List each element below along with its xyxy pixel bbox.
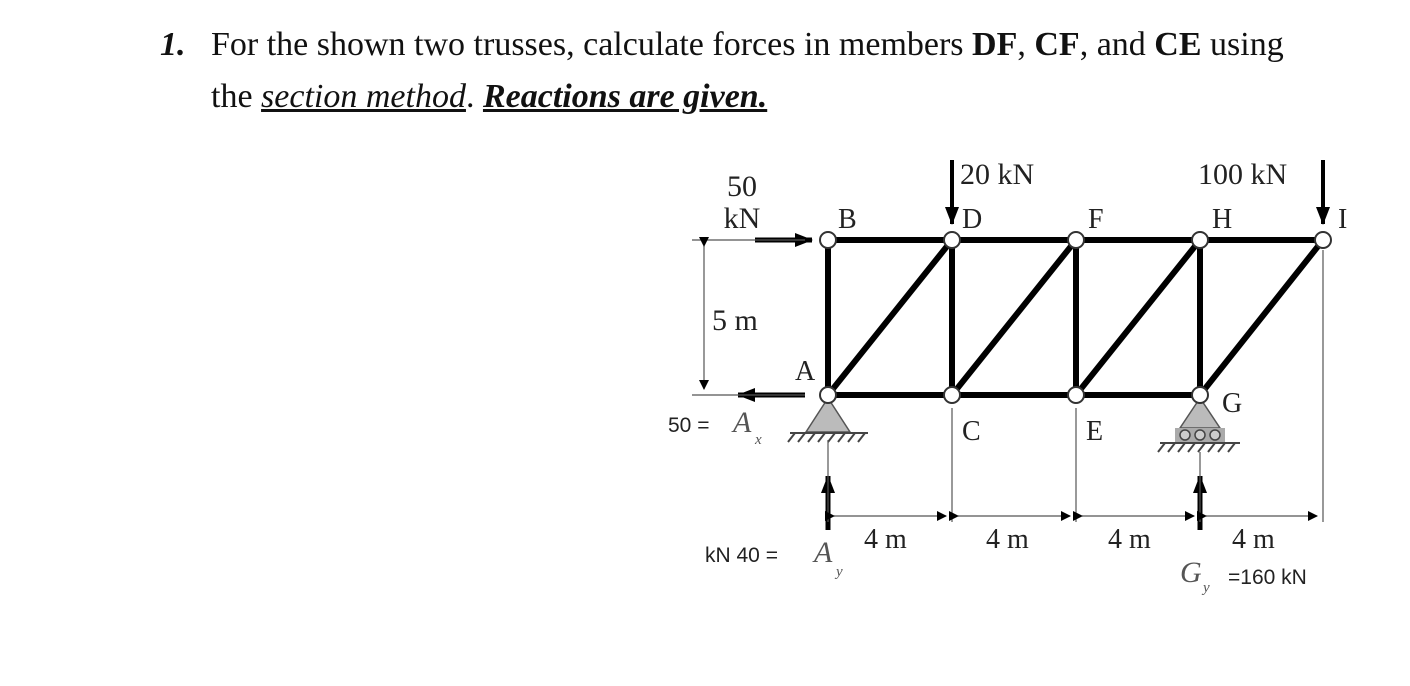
node-label-d: D (962, 204, 983, 235)
joint-f (1068, 232, 1084, 248)
truss-members (828, 240, 1323, 395)
reactions-note: Reactions are given. (482, 78, 768, 115)
node-label-f: F (1088, 204, 1104, 235)
node-label-g: G (1222, 388, 1243, 419)
node-label-c: C (962, 416, 981, 447)
node-label-b: B (838, 204, 857, 235)
joint-b (820, 232, 836, 248)
joint-d (944, 232, 960, 248)
reaction-ay-sub: y (836, 564, 843, 580)
load-b-value-label: 50 (727, 170, 757, 203)
reaction-gy-suffix: =160 kN (1228, 566, 1307, 589)
reaction-ax-prefix: 50 = (668, 414, 716, 437)
reaction-ax-sub: x (755, 432, 762, 448)
line2-prefix: the (211, 78, 262, 115)
line2-mid: . (465, 78, 483, 115)
method-name: section method (261, 78, 466, 115)
node-label-i: I (1338, 204, 1348, 235)
span-label-4: 4 m (1232, 524, 1275, 555)
problem-number: 1. (160, 26, 186, 63)
load-b-unit-label: kN (723, 202, 761, 235)
joint-a (820, 387, 836, 403)
joint-e (1068, 387, 1084, 403)
separator-2: , and (1079, 26, 1155, 63)
member-ad (828, 240, 952, 395)
reaction-ax-label (668, 406, 762, 448)
joint-h (1192, 232, 1208, 248)
reaction-ay-prefix: kN 40 = (705, 544, 784, 567)
node-label-a: A (795, 356, 816, 387)
height-label: 5 m (712, 304, 758, 337)
separator-1: , (1017, 26, 1035, 63)
pin-support-a (788, 398, 868, 442)
joint-g (1192, 387, 1208, 403)
reaction-gy-sub: y (1203, 580, 1210, 596)
reaction-gy-label (1180, 556, 1307, 596)
line1-prefix: For the shown two trusses, calculate forces in members (211, 26, 973, 63)
member-cf: CF (1034, 26, 1080, 63)
reaction-ay-symbol: A (814, 536, 833, 569)
joint-i (1315, 232, 1331, 248)
member-df: DF (972, 26, 1018, 63)
member-cf-line (952, 240, 1076, 395)
line1-suffix: using (1201, 26, 1284, 63)
member-eh (1076, 240, 1200, 395)
reaction-ay-label (705, 536, 843, 580)
node-label-h: H (1212, 204, 1233, 235)
span-label-2: 4 m (986, 524, 1029, 555)
joint-c (944, 387, 960, 403)
load-d-label: 20 kN (960, 158, 1035, 191)
span-label-3: 4 m (1108, 524, 1151, 555)
reaction-gy-symbol: G (1180, 556, 1202, 589)
member-gi (1200, 240, 1323, 395)
span-label-1: 4 m (864, 524, 907, 555)
member-ce: CE (1154, 26, 1202, 63)
node-label-e: E (1086, 416, 1104, 447)
load-i-label: 100 kN (1198, 158, 1288, 191)
reaction-ax-symbol: A (733, 406, 752, 439)
